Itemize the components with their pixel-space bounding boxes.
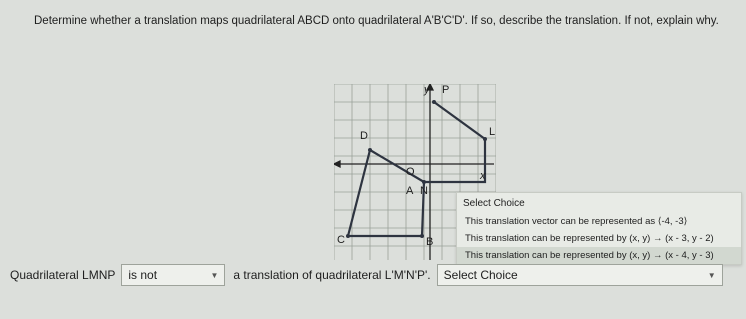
y-axis-label: y [424, 84, 430, 96]
chevron-down-icon: ▼ [210, 270, 219, 280]
menu-option-3[interactable]: This translation can be represented by (x, y) → (x - 4, y - 3) [457, 247, 741, 264]
answer-prefix: Quadrilateral LMNP [10, 268, 116, 282]
menu-header[interactable]: Select Choice [463, 198, 525, 209]
x-axis-label: x [480, 170, 486, 182]
label-C: C [337, 234, 345, 246]
choice-dropdown-menu [456, 192, 742, 265]
label-L: L [489, 126, 496, 138]
translation-choice-select[interactable] [437, 264, 723, 286]
answer-middle: a translation of quadrilateral L'M'N'P'. [233, 268, 431, 282]
label-D: D [360, 130, 368, 142]
question-text: Determine whether a translation maps quadrilateral ABCD onto quadrilateral A'B'C'D'. If so, describe the translation. If not, explain why. [34, 15, 719, 27]
label-N: N [420, 185, 428, 197]
is-not-select-value: is not [128, 268, 158, 282]
label-A: A [406, 185, 414, 197]
chevron-down-icon: ▼ [707, 270, 716, 280]
label-P: P [442, 84, 450, 96]
label-O: O [406, 166, 415, 178]
label-B: B [426, 236, 434, 248]
answer-row [10, 263, 740, 287]
menu-option-2[interactable]: This translation can be represented by (x, y) → (x - 3, y - 2) [465, 233, 714, 244]
translation-choice-select-value: Select Choice [443, 268, 518, 282]
is-not-select[interactable] [121, 264, 225, 286]
quadrilateral-upper [370, 102, 485, 182]
menu-option-1[interactable]: This translation vector can be represented as ⟨-4, -3⟩ [465, 216, 688, 227]
